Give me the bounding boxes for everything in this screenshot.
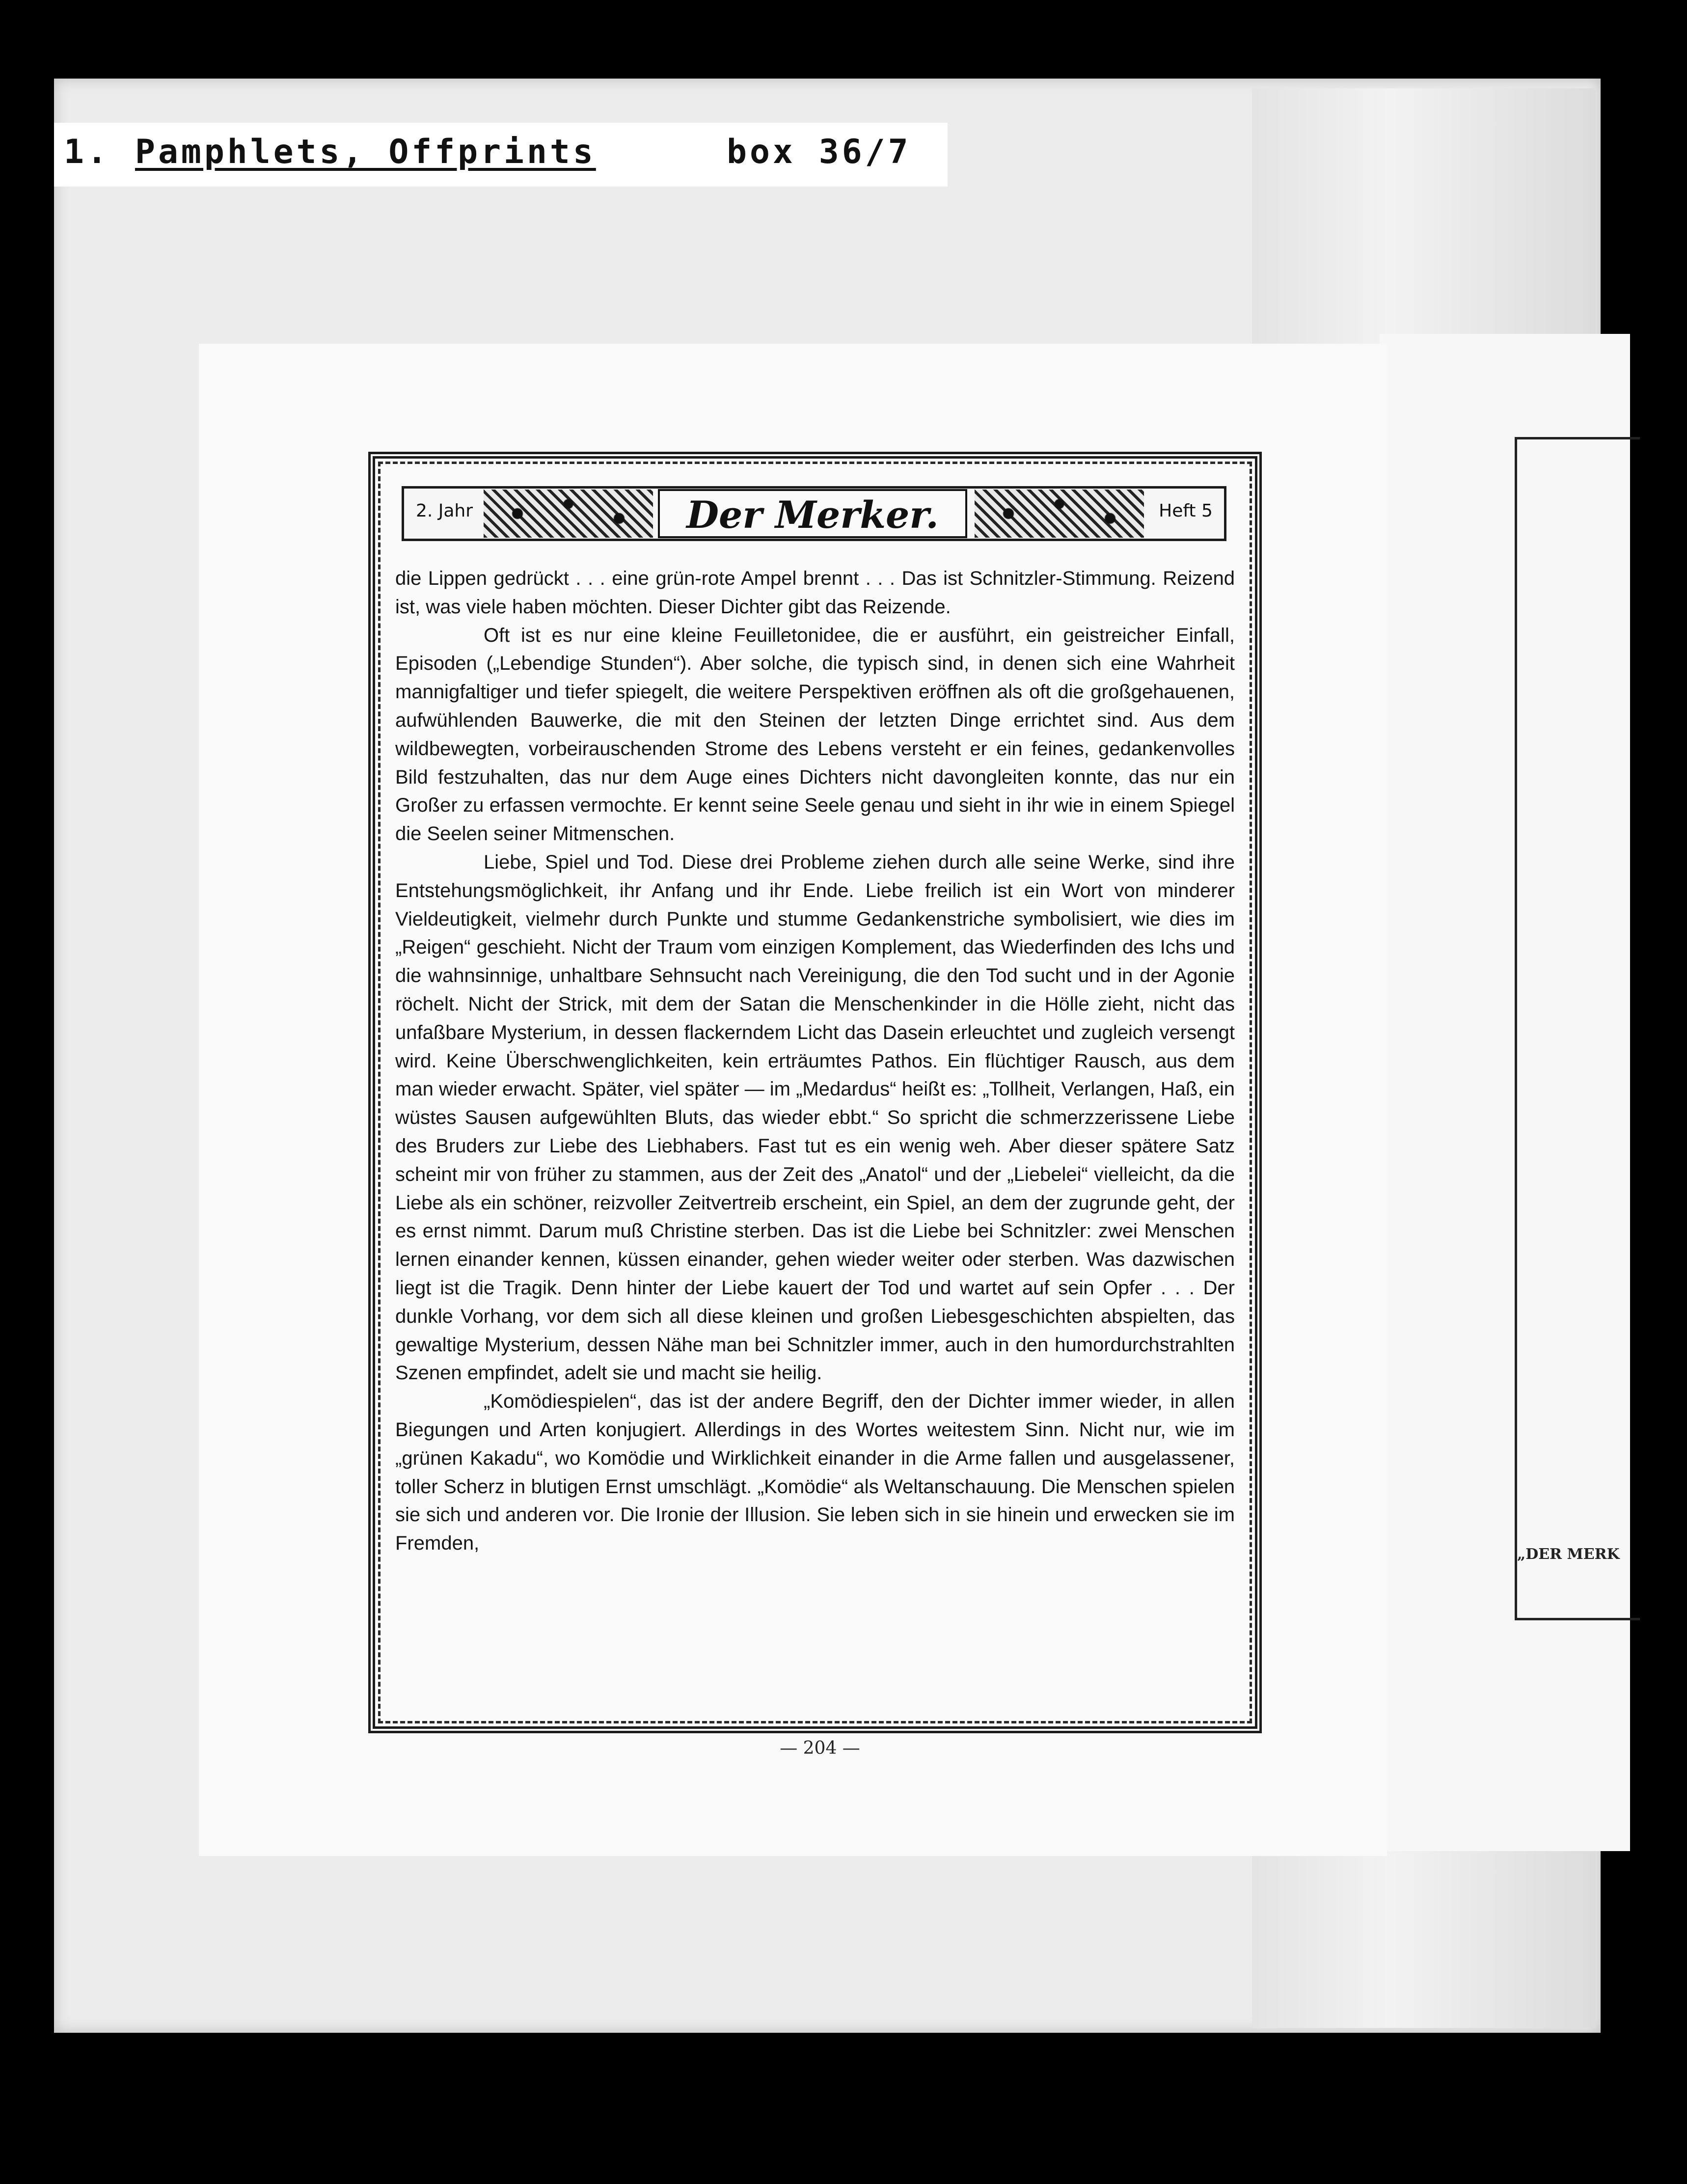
folder-label-number: 1. (64, 133, 110, 171)
folder-label-box: box 36/7 (727, 133, 911, 171)
article-paragraph: die Lippen gedrückt . . . eine grün-rote Ampel brennt . . . Das ist Schnitzler-Stimmung. Reizend ist, was viele haben möchten. Dieser Dichter gibt das Reizende. (395, 568, 1235, 618)
article-paragraph: Liebe, Spiel und Tod. Diese drei Probleme ziehen durch alle seine Werke, sind ihre Entstehungsmöglichkeit, ihr Anfang und ihr Ende. Liebe freilich ist ein Wort von minderer Vieldeutigkeit, vielmehr durch Punkte und stumme Gedankenstriche symbolisiert, wie dies im „Reigen“ geschieht. Nicht der Traum vom einzigen Komplement, das Wiederfinden des Ichs und die wahnsinnige, unhaltbare Sehnsucht nach Vereinigung, die den Tod sucht und in der Agonie röchelt. Nicht der Strick, mit dem der Satan die Menschenkinder in die Hölle zieht, nicht das unfaßbare Mysterium, in dessen flackerndem Licht das Dasein erleuchtet und zugleich versengt wird. Keine Überschwenglichkeiten, kein erträumtes Pathos. Ein flüchtiger Rausch, aus dem man wieder erwacht. Später, viel später — im „Medardus“ heißt es: „Tollheit, Verlangen, Haß, ein wüstes Sausen aufgewühlten Bluts, das wieder ebbt.“ So spricht die schmerzzerissene Liebe des Bruders zur Liebe des Liebhabers. Fast tut es ein wenig weh. Aber dieser spätere Satz scheint mir von früher zu stammen, aus der Zeit des „Anatol“ und der „Liebelei“ vielleicht, da die Liebe als ein schöner, reizvoller Zeitvertreib erscheint, ein Spiel, an dem der zugrunde geht, der es ernst nimmt. Darum muß Christine sterben. Das ist die Liebe bei Schnitzler: zwei Menschen lernen einander kennen, küssen einander, gehen wieder weiter oder sterben. Was dazwischen liegt ist die Tragik. Denn hinter der Liebe kauert der Tod und wartet auf sein Opfer . . . Der dunkle Vorhang, vor dem sich all diese kleinen und großen Liebesgeschichten abspielten, das gewaltige Mysterium, dessen Nähe man bei Schnitzler immer, auch in den humordurchstrahlten Szenen empfindet, adelt sie und macht sie heilig. (395, 851, 1235, 1384)
folder-label-title: Pamphlets, Offprints (135, 133, 596, 171)
ornament-right-icon (975, 490, 1144, 538)
masthead-issue: Heft 5 (1159, 501, 1213, 521)
page-number: — 204 — (780, 1738, 860, 1758)
ornament-left-icon (484, 490, 653, 538)
masthead-year: 2. Jahr (415, 501, 473, 521)
masthead-title: Der Merker. (658, 489, 967, 538)
article-body (395, 565, 1235, 1558)
adjacent-page-caption: „DER MERK (1517, 1546, 1620, 1563)
article-paragraph: „Komödiespielen“, das ist der andere Begriff, den der Dichter immer wieder, in allen Biegungen und Arten konjugiert. Allerdings in des Wortes weitestem Sinn. Nicht nur, wie im „grünen Kakadu“, wo Komödie und Wirklichkeit einander in die Arme fallen und ausgelassener, toller Scherz in blutigen Ernst umschlägt. „Komödie“ als Weltanschauung. Die Menschen spielen sie sich und anderen vor. Die Ironie der Illusion. Sie leben sich in sie hinein und erwecken sie im Fremden, (395, 1391, 1235, 1555)
adjacent-page-frame (1515, 437, 1640, 1620)
article-paragraph: Oft ist es nur eine kleine Feuilletonidee, die er ausführt, ein geistreicher Einfall, Episoden („Lebendige Stunden“). Aber solche, die typisch sind, in denen sich eine Wahrheit mannigfaltiger und tiefer spiegelt, die weitere Perspektiven eröffnen als oft die großgehauenen, aufwühlenden Bauwerke, die mit den Steinen der letzten Dinge errichtet sind. Aus dem wildbewegten, vorbeirauschenden Strome des Lebens versteht er ein feines, gedankenvolles Bild festzuhalten, das nur dem Auge eines Dichters nicht davongleiten konnte, das nur ein Großer zu erfassen vermochte. Er kennt seine Seele genau und sieht in ihr wie in einem Spiegel die Seelen seiner Mitmenschen. (395, 624, 1235, 845)
